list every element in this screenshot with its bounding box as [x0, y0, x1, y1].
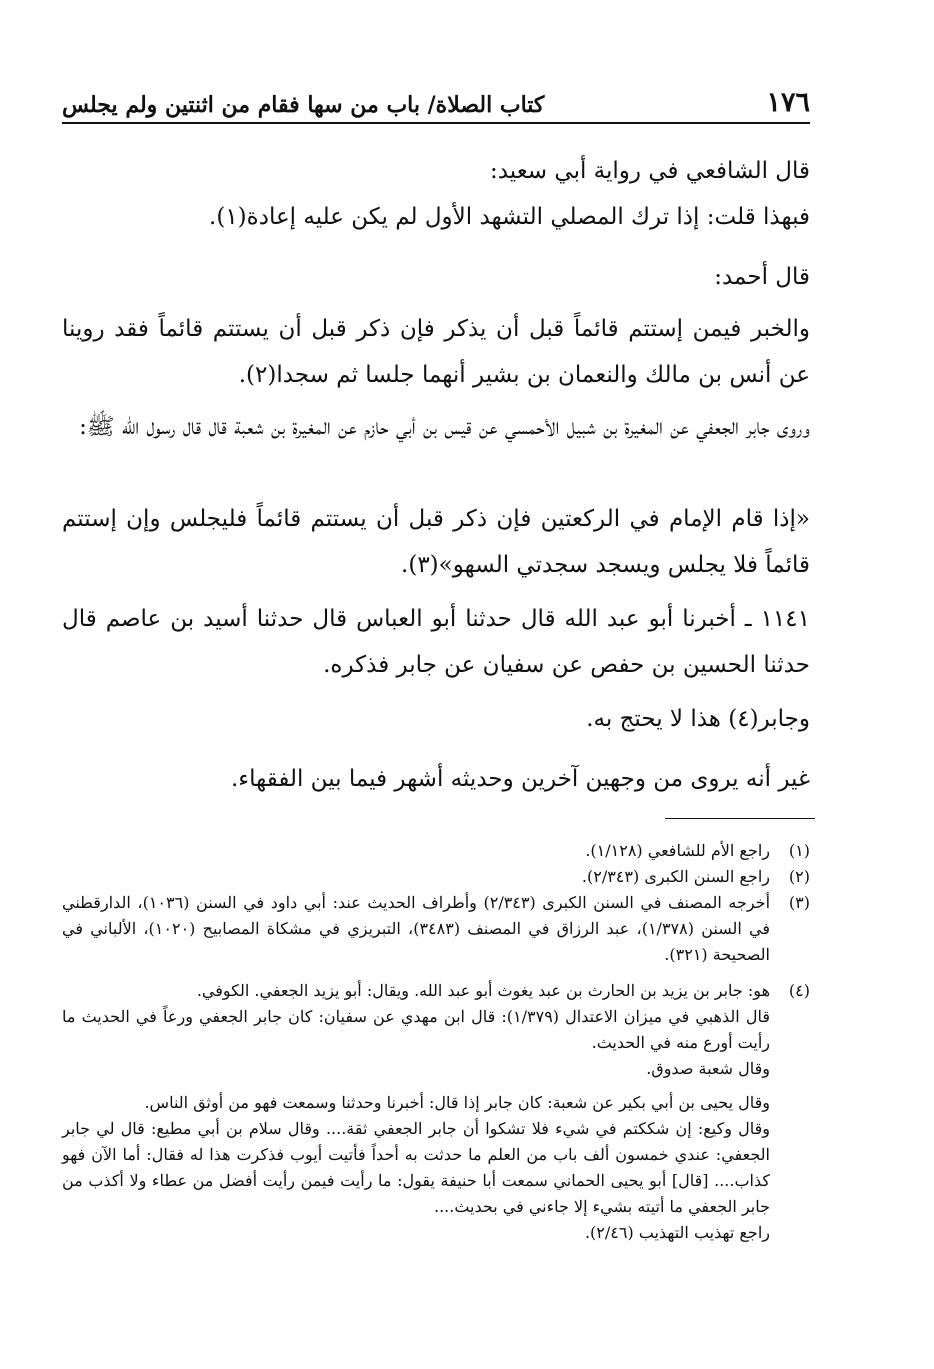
paragraph-5: [62, 404, 810, 450]
paragraph-4: [62, 306, 810, 398]
paragraph-text: وجابر(٤) هذا لا يحتج به.: [586, 706, 810, 732]
footnote-number: (٣): [788, 893, 810, 912]
footnote-number: (٤): [788, 981, 810, 1000]
footnote-1: [62, 838, 810, 864]
footnotes: [62, 838, 810, 1246]
footnote-4: [62, 978, 810, 1004]
page-header: [62, 78, 810, 124]
paragraph-text: ١١٤١ ـ أخبرنا أبو عبد الله قال حدثنا أبو العباس قال حدثنا أسيد بن عاصم قال حدثنا الحسين بن حفص عن سفيان عن جابر فذكره.: [62, 606, 810, 678]
footnote-number: (٢): [788, 867, 810, 886]
paragraph-text: قال أحمد:: [714, 264, 810, 290]
running-title: كتاب الصلاة/ باب من سها فقام من اثنتين ولم يجلس: [62, 92, 545, 118]
footnote-2: [62, 864, 810, 890]
footnote-text: أخرجه المصنف في السنن الكبرى (٢/٣٤٣) وأطراف الحديث عند: أبي داود في السنن (١٠٣٦)، الدارقطني في السنن (١/٣٧٨)، عبد الرزاق في المصنف (٣٤٨٣)، التبريزي في مشكاة المصابيح (١٠٢٠)، الألباني في الصحيحة (٣٢١).: [62, 893, 771, 964]
paragraph-last: [62, 756, 810, 802]
footnote-number: (١): [788, 841, 810, 860]
page-number: ١٧٦: [766, 87, 810, 118]
paragraph-3: [62, 254, 810, 300]
footnote-text: راجع الأم للشافعي (١/١٢٨).: [585, 841, 770, 860]
paragraph-text: فبهذا قلت: إذا ترك المصلي التشهد الأول لم يكن عليه إعادة(١).: [209, 204, 810, 230]
footnote-separator: [665, 818, 815, 819]
footnote-4-dhahabi: قال الذهبي في ميزان الاعتدال (١/٣٧٩): قال ابن مهدي عن سفيان: كان جابر الجعفي ورعاً في الحديث ما رأيت أورع منه في الحديث.: [62, 1007, 770, 1052]
footnote-4-yahya: وقال يحيى بن أبي بكير عن شعبة: كان جابر إذا قال: أخبرنا وحدثنا وسمعت فهو من أوثق الناس.: [144, 1093, 770, 1112]
paragraph-jabir: [62, 696, 810, 742]
paragraph-text: «إذا قام الإمام في الركعتين فإن ذكر قبل أن يستتم قائماً فليجلس وإن إستتم قائماً فلا يجلس ويسجد سجدتي السهو»(٣).: [62, 506, 810, 578]
paragraph-2: [62, 194, 810, 240]
paragraph-text: قال الشافعي في رواية أبي سعيد:: [489, 158, 810, 184]
footnote-4-reference: راجع تهذيب التهذيب (٢/٤٦).: [584, 1223, 770, 1242]
paragraph-1: [62, 148, 810, 194]
hadith-1141: [62, 596, 810, 688]
hadith-quote: [62, 496, 810, 588]
footnote-text: راجع السنن الكبرى (٢/٣٤٣).: [581, 867, 770, 886]
paragraph-text: غير أنه يروى من وجهين آخرين وحديثه أشهر فيما بين الفقهاء.: [230, 766, 810, 792]
footnote-3: [62, 890, 810, 968]
footnote-4-waki: وقال وكيع: إن شككتم في شيء فلا تشكوا أن جابر الجعفي ثقة.... وقال سلام بن أبي مطيع: قال لي جابر الجعفي: عندي خمسون ألف باب من العلم ما حدثت به أحداً فأتيت أيوب فذكرت هذا له فقال: أما الآن فهو كذاب.... [قال] أبو يحيى الحماني سمعت أبا حنيفة يقول: ما رأيت فيمن رأيت أفضل من عطاء ولا أكذب من جابر الجعفي ما أتيته بشيء إلا جاءني في بحديث....: [62, 1119, 770, 1216]
paragraph-text: والخبر فيمن إستتم قائماً قبل أن يذكر فإن ذكر قبل أن يستتم قائماً فقد روينا عن أنس بن مالك والنعمان بن بشير أنهما جلسا ثم سجدا(٢).: [62, 316, 810, 388]
footnote-4-shuba: وقال شعبة صدوق.: [646, 1059, 770, 1078]
footnote-text: هو: جابر بن يزيد بن الحارث بن عبد يغوث أبو عبد الله. ويقال: أبو يزيد الجعفي. الكوفي.: [196, 981, 770, 1000]
paragraph-text: وروى جابر الجعفي عن المغيرة بن شبيل الأحمسي عن قيس بن أبي حازم عن المغيرة بن شعبة قال قال رسول الله ﷺ:: [79, 414, 810, 440]
